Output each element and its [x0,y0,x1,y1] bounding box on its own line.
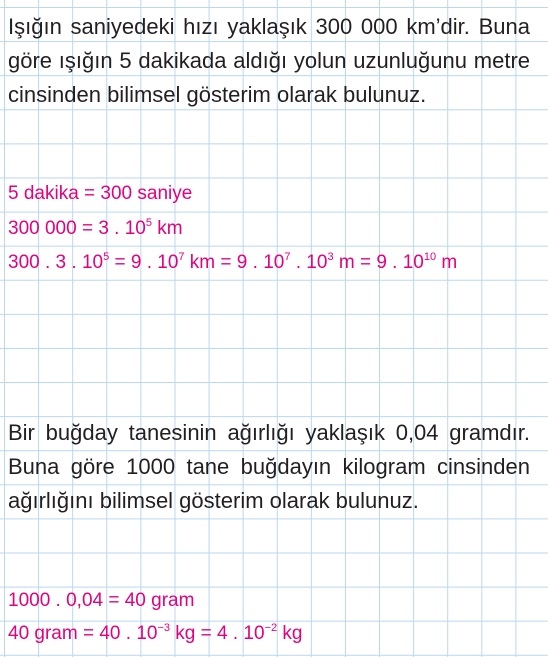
solution-2-line-1: 1000 . 0,04 = 40 gram [8,590,195,611]
solution-1-line-2: 300 000 = 3 . $10^5$ km [8,217,183,239]
solution-1-line-1: 5 dakika = 300 saniye [8,183,193,204]
solution-2-line-2: 40 gram = 40 . $10^{-3}$ kg = 4 . $10^{-2}$ kg [8,622,303,644]
solution-1-line-3: 300 . 3 . $10^5 = 9$ . $10^7$ km = 9 . $10^7$ . $10^3$ m = 9 . $10^{10}$ m [8,251,458,273]
problem-2-text: Bir buğday tanesinin ağırlığı yaklaşık 0,04 gramdır. Buna göre 1000 tane buğdayın kilogram cinsinden ağırlığını bilimsel gösterim olarak bulunuz. [8,420,530,514]
problem-1-text: Işığın saniyedeki hızı yaklaşık 300 000 km’dir. Buna göre ışığın 5 dakikada aldığı yolun uzunluğunu metre cinsinden bilimsel gösterim olarak bulunuz. [8,14,530,108]
